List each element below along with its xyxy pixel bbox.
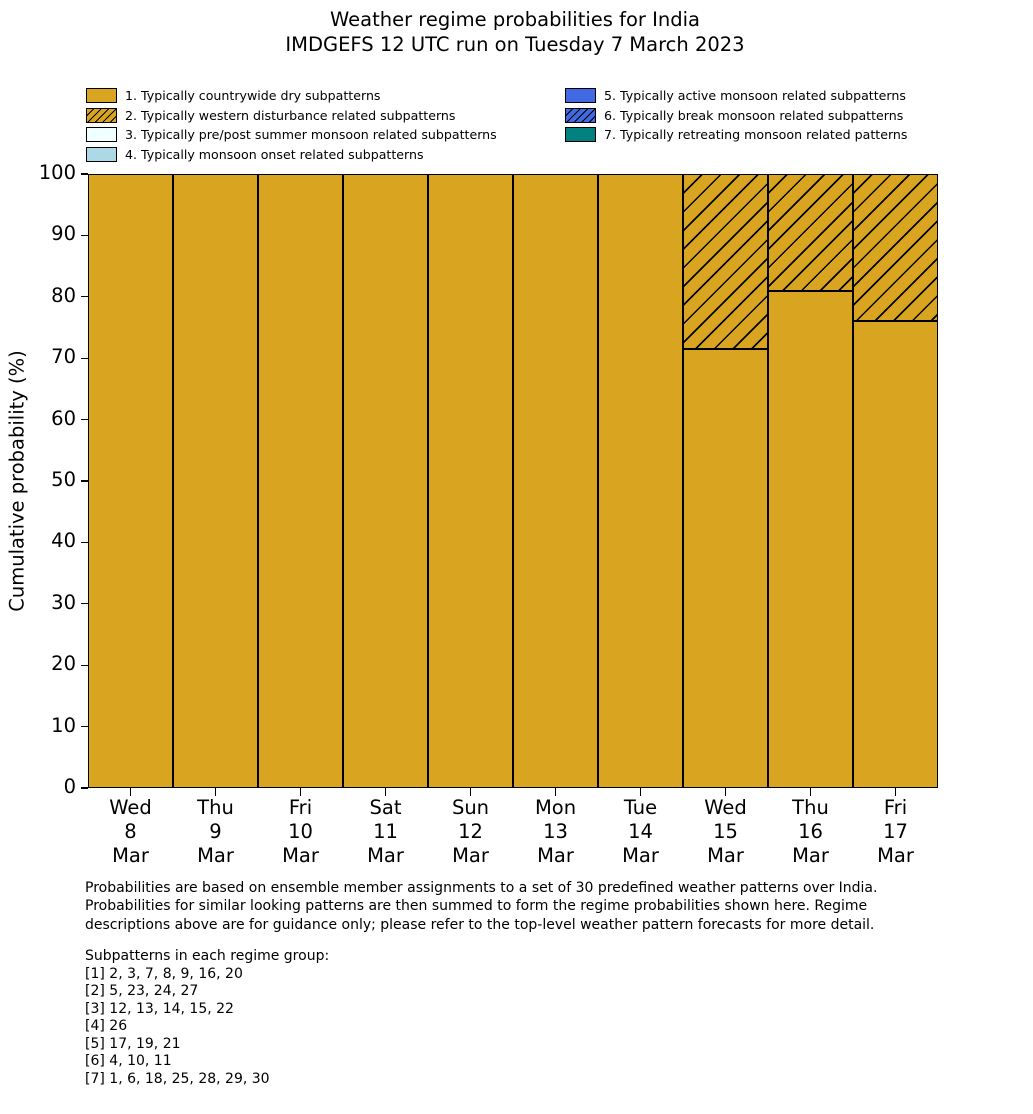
- y-tick-label: 40: [51, 529, 76, 553]
- legend-item-label: 4. Typically monsoon onset related subpatterns: [125, 146, 424, 162]
- footer-note: [85, 879, 877, 934]
- x-tick-mark: [555, 788, 556, 796]
- x-tick-label: [511, 796, 601, 868]
- x-tick-label-line: 12: [458, 820, 483, 843]
- legend-item: [86, 86, 497, 106]
- y-tick-mark: [81, 480, 89, 481]
- legend-item: [86, 125, 497, 145]
- x-tick-label-line: 11: [373, 820, 398, 843]
- legend-item-label: 3. Typically pre/post summer monsoon related subpatterns: [125, 127, 497, 143]
- x-tick-label: [341, 796, 431, 868]
- subpattern-line: [4] 26: [85, 1018, 128, 1034]
- y-tick-label: 90: [51, 222, 76, 246]
- x-tick-label: [171, 796, 261, 868]
- x-tick-label-line: Mar: [282, 844, 319, 867]
- y-tick-mark: [81, 419, 89, 420]
- x-tick-label: [681, 796, 771, 868]
- x-tick-label-line: Fri: [883, 796, 908, 819]
- x-tick-label-line: Mar: [707, 844, 744, 867]
- legend-item: [86, 145, 497, 165]
- x-tick-label-line: Mar: [367, 844, 404, 867]
- x-tick-label-line: 15: [713, 820, 738, 843]
- legend-swatch: [565, 108, 596, 123]
- x-tick-label-line: 17: [883, 820, 908, 843]
- legend-item-label: 7. Typically retreating monsoon related patterns: [604, 127, 908, 143]
- legend-item: [565, 106, 907, 126]
- x-tick-label-line: Sun: [451, 796, 490, 819]
- subpattern-line: [1] 2, 3, 7, 8, 9, 16, 20: [85, 965, 243, 982]
- y-tick-label: 100: [38, 161, 76, 184]
- y-tick-mark: [81, 173, 89, 174]
- y-tick-label: 70: [51, 345, 76, 369]
- subpattern-line: [3] 12, 13, 14, 15, 22: [85, 1000, 234, 1017]
- legend-column-right: [565, 86, 907, 145]
- legend-swatch: [86, 88, 117, 103]
- x-tick-label-line: Fri: [288, 796, 313, 819]
- legend-swatch: [565, 88, 596, 103]
- x-tick-label-line: 9: [209, 820, 222, 843]
- x-tick-label-line: Sat: [369, 796, 402, 819]
- plot-area: [88, 174, 938, 788]
- y-tick-label: 0: [63, 775, 76, 798]
- legend-item: [565, 86, 907, 106]
- footer-line: Probabilities for similar looking patterns are then summed to form the regime probabilities shown here. Regime: [85, 898, 868, 915]
- subpattern-line: [2] 5, 23, 24, 27: [85, 983, 199, 999]
- x-tick-label-line: 16: [798, 820, 823, 843]
- chart-title-line2: IMDGEFS 12 UTC run on Tuesday 7 March 2023: [285, 33, 745, 56]
- x-tick-mark: [895, 788, 896, 796]
- x-tick-mark: [215, 788, 216, 796]
- x-tick-label-line: Mar: [537, 844, 574, 867]
- x-tick-label-line: Thu: [197, 796, 234, 819]
- x-tick-label-line: Mar: [792, 844, 829, 867]
- x-tick-label-line: Mon: [534, 796, 577, 819]
- x-tick-mark: [640, 788, 641, 796]
- x-tick-mark: [300, 788, 301, 796]
- legend-item-label: 6. Typically break monsoon related subpatterns: [604, 107, 904, 123]
- legend-swatch: [86, 108, 117, 123]
- subpatterns-list: [85, 948, 329, 1088]
- legend-item: [86, 106, 497, 126]
- x-tick-label: [766, 796, 856, 868]
- x-tick-mark: [810, 788, 811, 796]
- y-tick-label: 80: [51, 283, 76, 307]
- x-tick-label-line: Wed: [109, 796, 152, 819]
- subpattern-line: [7] 1, 6, 18, 25, 28, 29, 30: [85, 1070, 270, 1087]
- legend-item: [565, 125, 907, 145]
- x-tick-label-line: Mar: [452, 844, 489, 867]
- y-tick-mark: [81, 235, 89, 236]
- y-tick-label: 60: [51, 406, 76, 430]
- legend-swatch: [86, 127, 117, 142]
- legend-item-label: 1. Typically countrywide dry subpatterns: [125, 88, 381, 104]
- x-tick-label-line: Tue: [623, 796, 658, 819]
- y-tick-label: 20: [51, 652, 76, 676]
- x-tick-mark: [470, 788, 471, 796]
- x-tick-label-line: Mar: [622, 844, 659, 867]
- footer-line: descriptions above are for guidance only; please refer to the top-level weather pattern forecasts for more detail.: [85, 916, 875, 933]
- x-tick-mark: [725, 788, 726, 796]
- x-tick-label-line: 14: [628, 820, 653, 843]
- x-tick-mark: [130, 788, 131, 796]
- x-tick-label-line: Mar: [877, 844, 914, 867]
- y-tick-mark: [81, 358, 89, 359]
- legend-column-left: [86, 86, 497, 164]
- y-tick-mark: [81, 665, 89, 666]
- x-tick-mark: [385, 788, 386, 796]
- y-axis-label: Cumulative probability (%): [5, 350, 29, 612]
- y-tick-mark: [81, 603, 89, 604]
- y-tick-mark: [81, 787, 89, 788]
- y-tick-mark: [81, 726, 89, 727]
- x-tick-label-line: Mar: [197, 844, 234, 867]
- legend-swatch: [565, 127, 596, 142]
- x-tick-label: [851, 796, 941, 868]
- subpatterns-heading: Subpatterns in each regime group:: [85, 948, 330, 964]
- y-tick-mark: [81, 542, 89, 543]
- legend-item-label: 5. Typically active monsoon related subpatterns: [604, 88, 906, 104]
- legend-swatch: [86, 147, 117, 162]
- x-tick-label-line: 8: [124, 820, 137, 843]
- x-tick-label-line: Wed: [704, 796, 747, 819]
- x-tick-label-line: Mar: [112, 844, 149, 867]
- x-tick-label: [86, 796, 176, 868]
- x-tick-label-line: 13: [543, 820, 568, 843]
- subpattern-line: [5] 17, 19, 21: [85, 1035, 181, 1052]
- y-tick-label: 30: [51, 590, 76, 614]
- subpattern-line: [6] 4, 10, 11: [85, 1053, 172, 1069]
- x-tick-label-line: Thu: [792, 796, 829, 819]
- plot-frame: [88, 174, 938, 788]
- y-tick-mark: [81, 296, 89, 297]
- y-tick-label: 50: [51, 468, 76, 491]
- x-tick-label-line: 10: [288, 820, 313, 843]
- chart-title-line1: Weather regime probabilities for India: [329, 8, 700, 31]
- chart-title: [40, 7, 990, 57]
- x-tick-label: [256, 796, 346, 868]
- x-tick-label: [596, 796, 686, 868]
- legend-item-label: 2. Typically western disturbance related subpatterns: [125, 107, 456, 123]
- x-tick-label: [426, 796, 516, 868]
- y-tick-label: 10: [51, 713, 76, 737]
- footer-line: Probabilities are based on ensemble member assignments to a set of 30 predefined weather patterns over India.: [85, 880, 878, 896]
